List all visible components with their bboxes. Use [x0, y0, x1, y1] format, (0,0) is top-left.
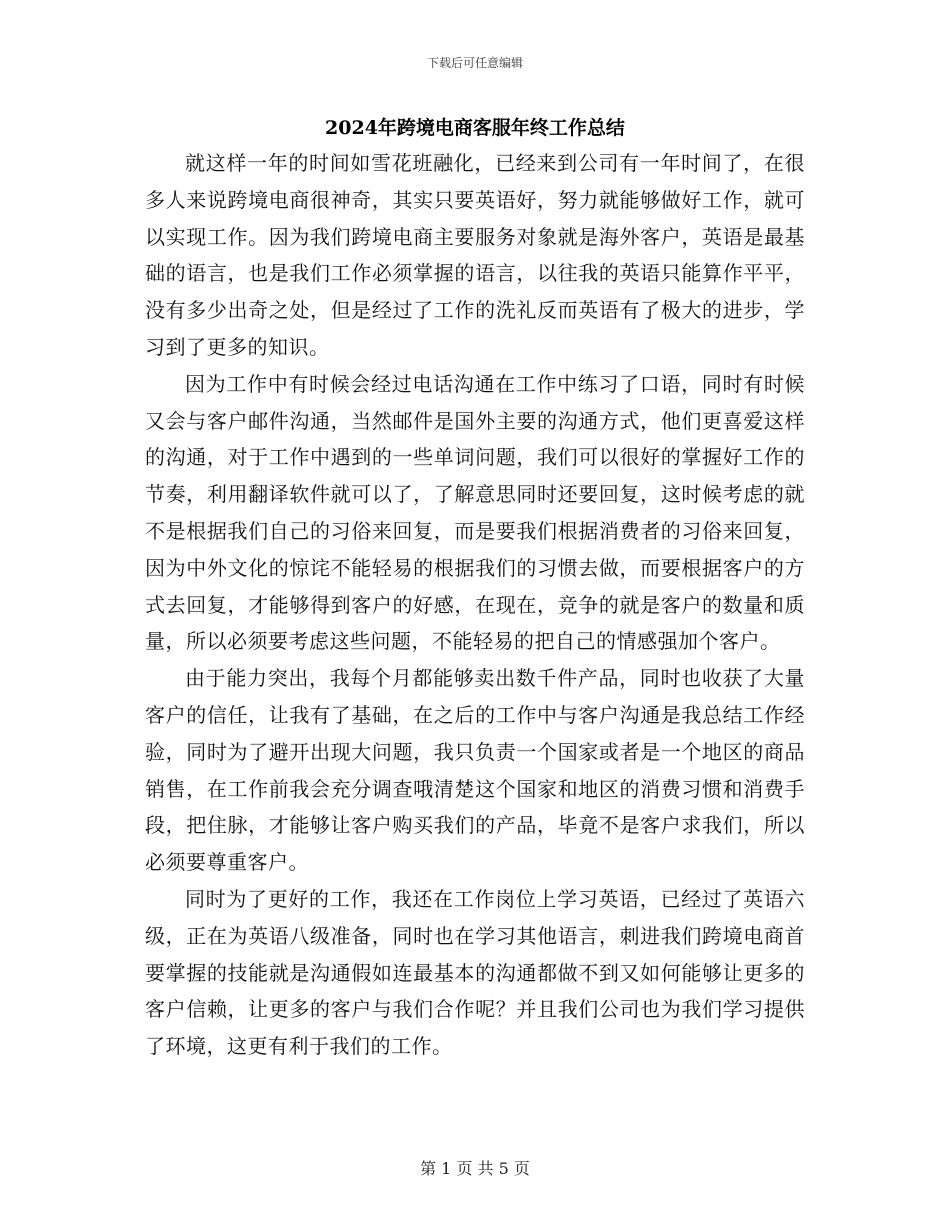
paragraph: 由于能力突出，我每个月都能够卖出数千件产品，同时也收获了大量客户的信任，让我有了基础，在之后的工作中与客户沟通是我总结工作经验，同时为了避开出现大问题，我只负责一个国家或者是一个地区的商品销售，在工作前我会充分调查哦清楚这个国家和地区的消费习惯和消费手段，把住脉，才能够让客户购买我们的产品，毕竟不是客户求我们，所以必须要尊重客户。 — [145, 666, 805, 875]
page-footer: 第 1 页 共 5 页 — [420, 1159, 530, 1178]
paragraph: 就这样一年的时间如雪花班融化，已经来到公司有一年时间了，在很多人来说跨境电商很神奇，其实只要英语好，努力就能够做好工作，就可以实现工作。因为我们跨境电商主要服务对象就是海外客户，英语是最基础的语言，也是我们工作必须掌握的语言，以往我的英语只能算作平平，没有多少出奇之处，但是经过了工作的洗礼反而英语有了极大的进步，学习到了更多的知识。 — [145, 151, 805, 359]
document-title: 2024年跨境电商客服年终工作总结 — [325, 117, 625, 139]
paragraph: 同时为了更好的工作，我还在工作岗位上学习英语，已经过了英语六级，正在为英语八级准备，同时也在学习其他语言，刺进我们跨境电商首要掌握的技能就是沟通假如连最基本的沟通都做不到又如何能够让更多的客户信赖，让更多的客户与我们合作呢？并且我们公司也为我们学习提供了环境，这更有利于我们的工作。 — [145, 886, 805, 1059]
paragraph: 因为工作中有时候会经过电话沟通在工作中练习了口语，同时有时候又会与客户邮件沟通，当然邮件是国外主要的沟通方式，他们更喜爱这样的沟通，对于工作中遇到的一些单词问题，我们可以很好的掌握好工作的节奏，利用翻译软件就可以了，了解意思同时还要回复，这时候考虑的就不是根据我们自己的习俗来回复，而是要我们根据消费者的习俗来回复，因为中外文化的惊诧不能轻易的根据我们的习惯去做，而要根据客户的方式去回复，才能够得到客户的好感，在现在，竞争的就是客户的数量和质量，所以必须要考虑这些问题，不能轻易的把自己的情感强加个客户。 — [145, 371, 805, 654]
header-note: 下载后可任意编辑 — [426, 56, 523, 70]
document-body — [145, 145, 805, 1065]
